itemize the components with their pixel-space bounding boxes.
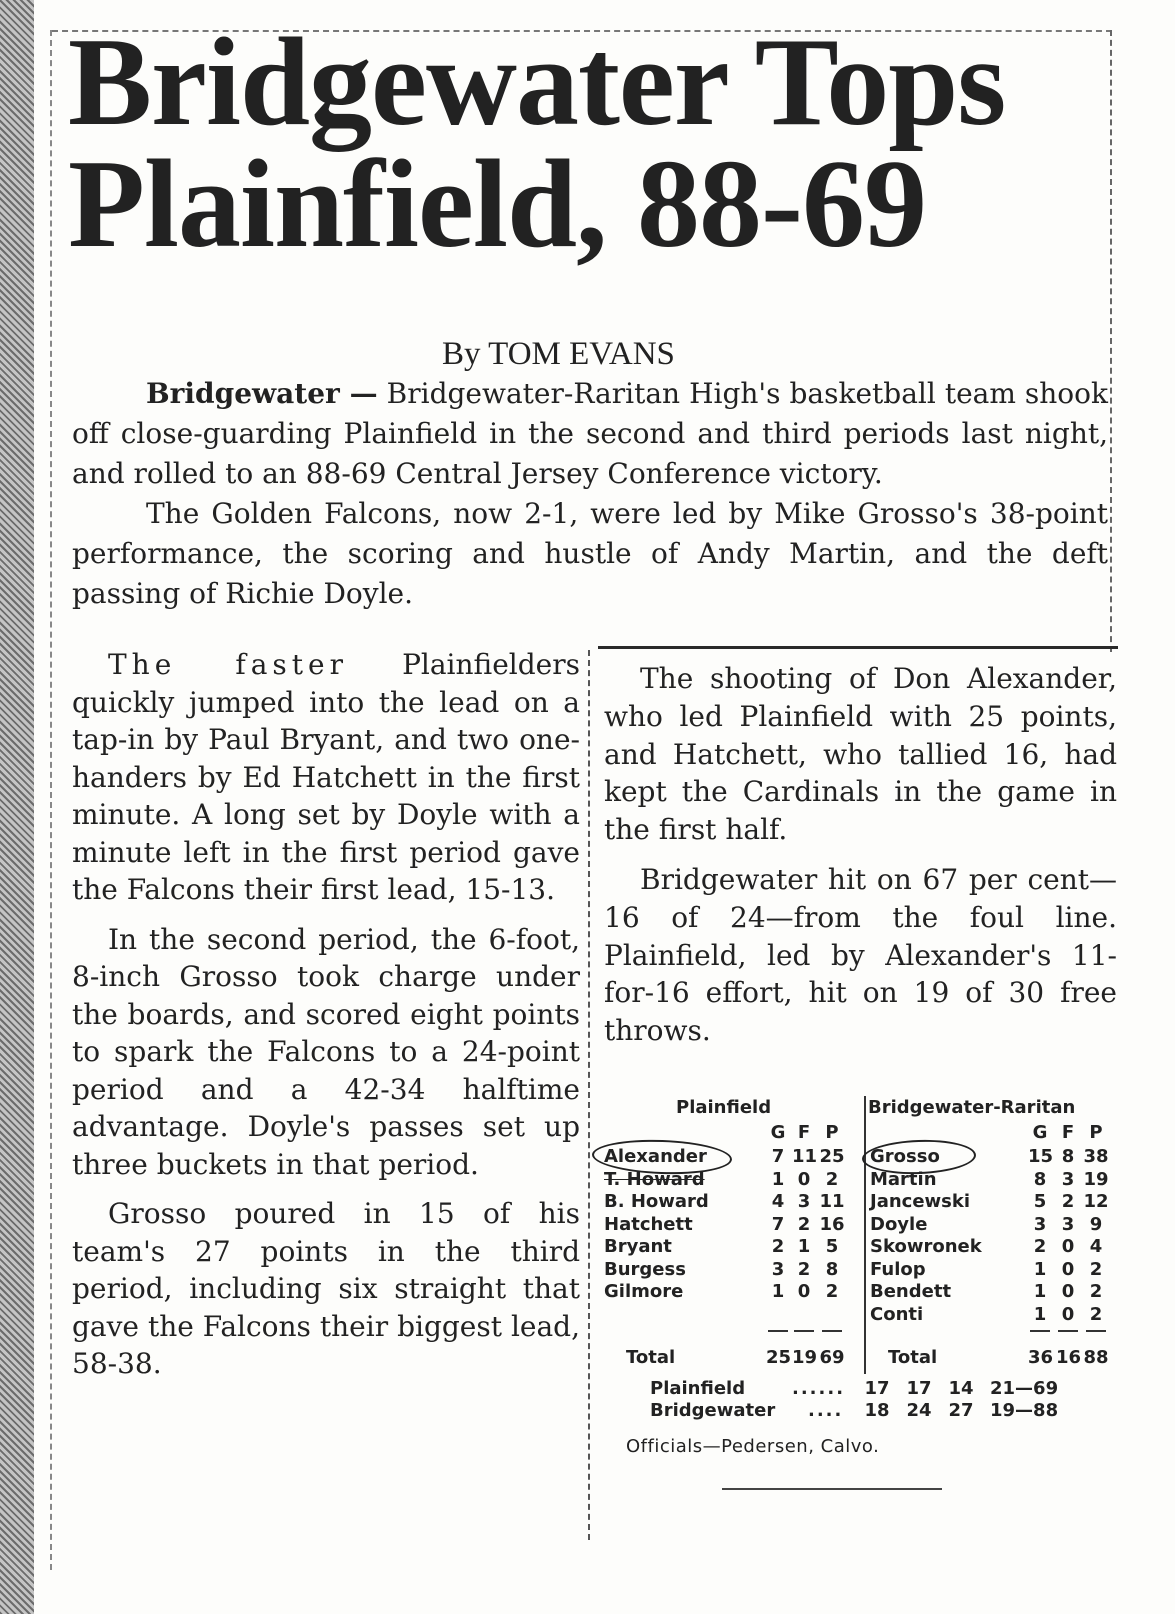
period-1: 18 (864, 1400, 890, 1421)
dateline: Bridgewater — (146, 377, 378, 410)
player-g: 5 (1033, 1191, 1047, 1212)
player-name: Grosso (870, 1146, 940, 1167)
player-row (600, 1281, 862, 1304)
player-g: 1 (1033, 1281, 1047, 1302)
player-g: 2 (1033, 1236, 1047, 1257)
column-header-f: F (797, 1122, 811, 1143)
player-f: 0 (1061, 1281, 1075, 1302)
section-rule (598, 646, 1118, 649)
total-p: 88 (1083, 1347, 1109, 1368)
player-name: Bryant (604, 1236, 672, 1257)
total-label: Total (888, 1347, 938, 1368)
column-header-p: P (825, 1122, 839, 1143)
player-f: 2 (1061, 1191, 1075, 1212)
period-3: 14 (948, 1378, 974, 1399)
player-p: 2 (1089, 1258, 1103, 1280)
left-paragraph-1-text: Plainfielders quickly jumped into the lead on a tap-in by Paul Bryant, and two one-handers by Ed Hatchett in the first minute. A long set by Doyle with a minute left in the first period gave the Falcons their first lead, 15-13. (72, 648, 580, 906)
lede-paragraph-1-text: Bridgewater-Raritan High's basketball team shook off close-guarding Plainfield in the second and third periods last night, and rolled to an 88-69 Central Jersey Conference victory. (72, 377, 1108, 490)
player-name: Martin (870, 1168, 937, 1190)
period-1: 17 (864, 1378, 890, 1399)
player-g: 2 (771, 1236, 785, 1257)
player-name: Burgess (604, 1258, 686, 1280)
player-p: 25 (819, 1146, 845, 1167)
player-p: 38 (1083, 1146, 1109, 1167)
team-name: Bridgewater-Raritan (868, 1097, 1076, 1118)
headline: Bridgewater Tops Plainfield, 88-69 (68, 13, 1006, 274)
player-name: Hatchett (604, 1213, 693, 1235)
left-paragraph-1 (72, 646, 580, 909)
player-g: 8 (1033, 1168, 1047, 1190)
player-p: 11 (819, 1191, 845, 1212)
player-row (600, 1214, 862, 1237)
player-name: Bendett (870, 1281, 952, 1302)
player-p: 2 (1089, 1303, 1103, 1325)
player-f: 8 (1061, 1146, 1075, 1167)
player-row (600, 1259, 862, 1282)
period-team: Bridgewater (650, 1400, 776, 1421)
column-divider (588, 650, 590, 1540)
total-p: 69 (819, 1347, 845, 1368)
total-g: 25 (766, 1347, 792, 1368)
closing-rule (722, 1488, 942, 1490)
player-row (866, 1281, 1116, 1304)
player-g: 15 (1028, 1146, 1054, 1167)
player-f: 0 (1061, 1258, 1075, 1280)
period-row (600, 1400, 1116, 1422)
player-p: 2 (825, 1168, 839, 1190)
player-f: 2 (797, 1258, 811, 1280)
player-f: 1 (797, 1236, 811, 1257)
left-paragraph-2: In the second period, the 6-foot, 8-inch Grosso took charge under the boards, and scored eight points to spark the Falcons to a 24-point period and a 42-34 halftime advantage. Doyle's passes set up three buckets in that period. (72, 922, 580, 1181)
player-row (600, 1236, 862, 1259)
period-leader: .... (808, 1400, 844, 1421)
period-leader: ...... (792, 1378, 846, 1399)
player-g: 1 (1033, 1303, 1047, 1325)
player-name: Skowronek (870, 1236, 982, 1257)
player-p: 19 (1083, 1168, 1109, 1190)
player-row (866, 1304, 1116, 1327)
player-g: 1 (1033, 1258, 1047, 1280)
scan-edge (0, 0, 34, 1614)
column-header-f: F (1061, 1122, 1075, 1143)
total-rule (794, 1330, 814, 1332)
player-g: 1 (771, 1281, 785, 1302)
period-4-final: 19—88 (990, 1400, 1059, 1421)
box-score (600, 1096, 1116, 1476)
right-paragraph-1: The shooting of Don Alexander, who led Plainfield with 25 points, and Hatchett, who tallied 16, had kept the Cardinals in the game in the first half. (604, 662, 1117, 847)
player-name: Jancewski (870, 1191, 971, 1212)
total-g: 36 (1028, 1347, 1054, 1368)
player-row (866, 1236, 1116, 1259)
spaced-text: The faster (108, 648, 348, 681)
player-p: 9 (1089, 1213, 1103, 1235)
byline: By TOM EVANS (442, 336, 675, 372)
player-f: 0 (797, 1281, 811, 1302)
player-p: 2 (1089, 1281, 1103, 1302)
clipping-border-left (50, 30, 52, 1570)
total-rule (822, 1330, 842, 1332)
right-column (604, 660, 1117, 1062)
player-f: 0 (1061, 1303, 1075, 1325)
period-2: 17 (906, 1378, 932, 1399)
player-g: 1 (771, 1168, 785, 1190)
period-team: Plainfield (650, 1378, 746, 1399)
player-name: Doyle (870, 1213, 928, 1235)
player-row (866, 1191, 1116, 1214)
team-name: Plainfield (676, 1097, 772, 1118)
player-p: 12 (1083, 1191, 1109, 1212)
lede (72, 374, 1108, 614)
player-name: B. Howard (604, 1191, 709, 1212)
player-g: 3 (771, 1258, 785, 1280)
player-name: Conti (870, 1303, 924, 1325)
column-header-g: G (770, 1122, 786, 1143)
player-f: 3 (1061, 1213, 1075, 1235)
player-f: 2 (797, 1213, 811, 1235)
player-name: Alexander (604, 1146, 707, 1167)
clipping-border-right (1110, 30, 1112, 652)
player-p: 8 (825, 1258, 839, 1280)
lede-paragraph-1 (72, 374, 1108, 494)
period-2: 24 (906, 1400, 932, 1421)
player-f: 3 (797, 1191, 811, 1212)
player-f: 11 (792, 1146, 818, 1167)
period-3: 27 (948, 1400, 974, 1421)
player-f: 3 (1061, 1168, 1075, 1190)
player-name: Fulop (870, 1258, 926, 1280)
total-rule (1086, 1330, 1106, 1332)
right-paragraph-2: Bridgewater hit on 67 per cent—16 of 24—from the foul line. Plainfield, led by Alexander's 11-for-16 effort, hit on 19 of 30 free throws. (604, 862, 1117, 1048)
officials-line: Officials—Pedersen, Calvo. (626, 1436, 880, 1457)
total-rule (1030, 1330, 1050, 1332)
player-p: 5 (825, 1236, 839, 1257)
left-column (72, 646, 580, 1393)
total-label: Total (626, 1347, 676, 1368)
period-4-final: 21—69 (990, 1378, 1059, 1399)
player-row (866, 1259, 1116, 1282)
player-f: 0 (1061, 1236, 1075, 1257)
player-name: T. Howard (604, 1168, 705, 1190)
total-row (600, 1346, 862, 1370)
column-header-p: P (1089, 1122, 1103, 1143)
player-p: 4 (1089, 1236, 1103, 1257)
player-g: 4 (771, 1191, 785, 1212)
player-g: 7 (771, 1213, 785, 1235)
player-row (866, 1214, 1116, 1237)
player-p: 16 (819, 1213, 845, 1235)
total-rule (1058, 1330, 1078, 1332)
lede-paragraph-2: The Golden Falcons, now 2-1, were led by Mike Grosso's 38-point performance, the scoring and hustle of Andy Martin, and the deft passing of Richie Doyle. (72, 497, 1108, 610)
total-rule (768, 1330, 788, 1332)
total-f: 16 (1056, 1347, 1082, 1368)
player-name: Gilmore (604, 1281, 684, 1302)
left-paragraph-3: Grosso poured in 15 of his team's 27 points in the third period, including six straight that gave the Falcons their biggest lead, 58-38. (72, 1197, 580, 1380)
player-p: 2 (825, 1281, 839, 1302)
player-g: 7 (771, 1146, 785, 1167)
player-f: 0 (797, 1168, 811, 1190)
total-f: 19 (792, 1347, 818, 1368)
total-row (866, 1346, 1116, 1370)
player-row (600, 1191, 862, 1214)
column-header-g: G (1032, 1122, 1048, 1143)
player-g: 3 (1033, 1213, 1047, 1235)
period-row (600, 1378, 1116, 1400)
